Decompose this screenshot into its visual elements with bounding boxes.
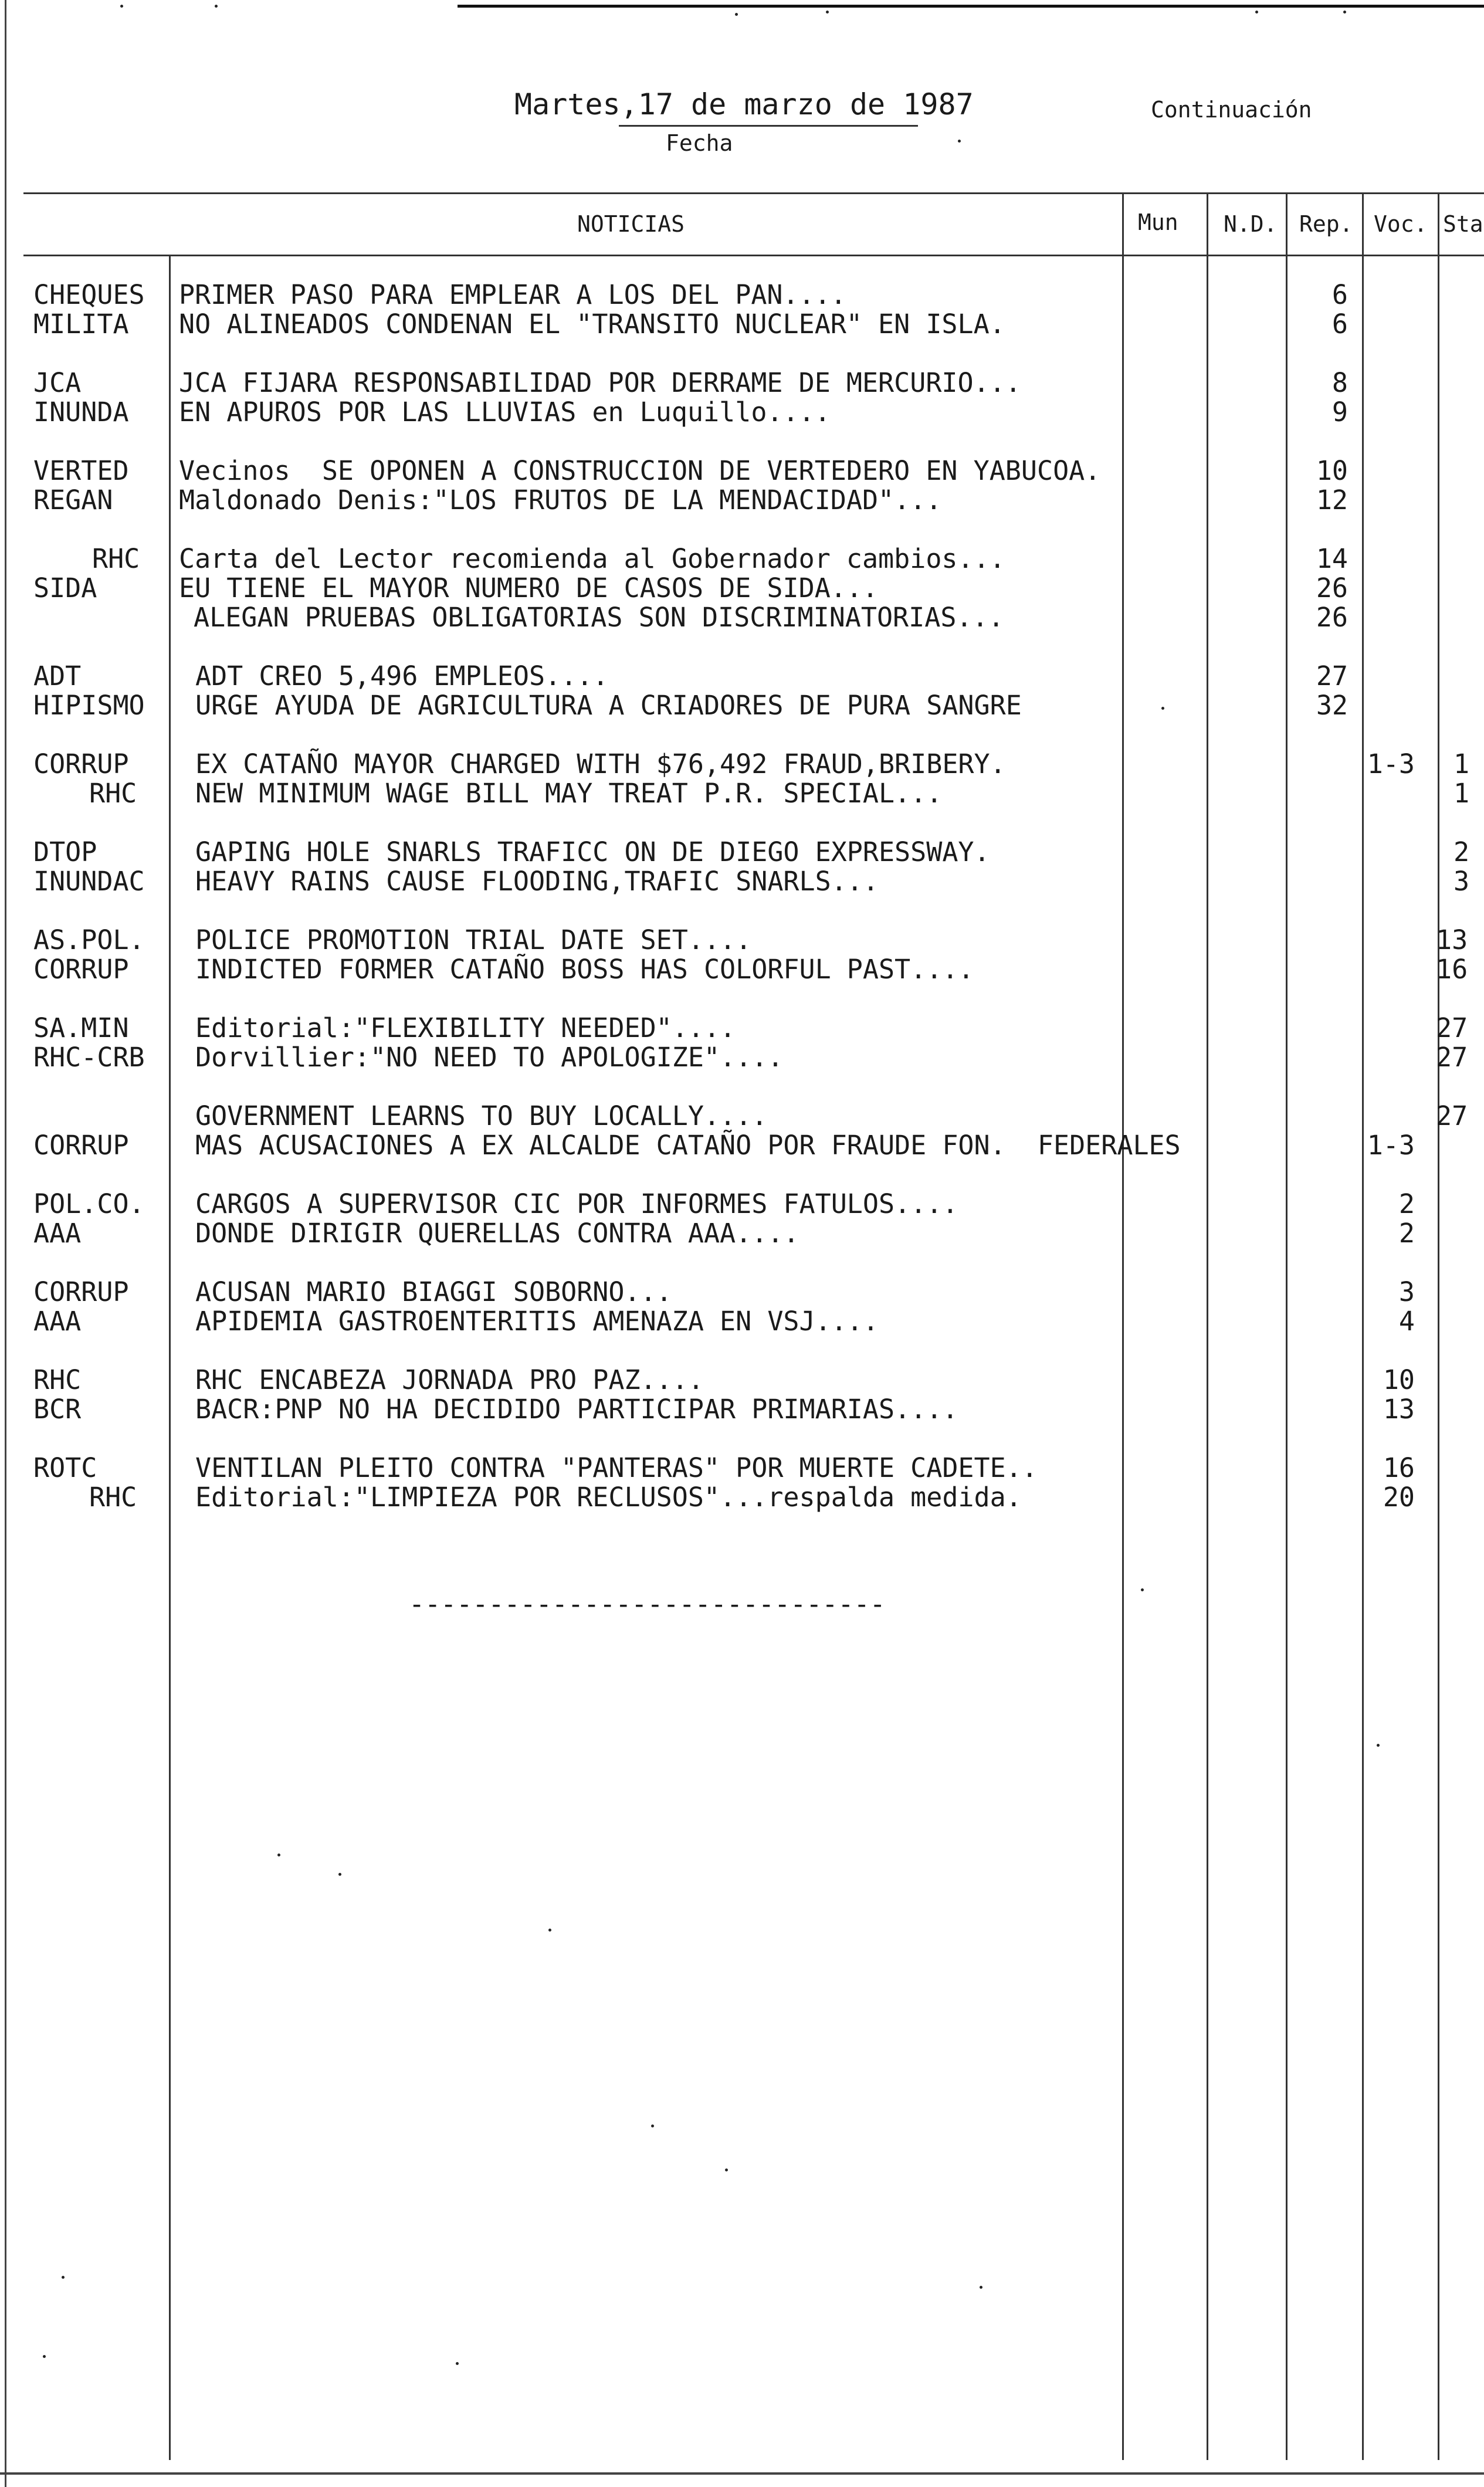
row-tag: RHC bbox=[33, 1364, 82, 1395]
row-tag: AAA bbox=[33, 1218, 82, 1249]
row-text: Editorial:"FLEXIBILITY NEEDED".... bbox=[195, 1012, 736, 1043]
row-rep: 26 bbox=[1316, 572, 1348, 604]
row-rep: 6 bbox=[1331, 309, 1348, 340]
row-tag: DTOP bbox=[33, 836, 97, 868]
row-sta: 13 bbox=[1436, 924, 1468, 956]
row-text: Dorvillier:"NO NEED TO APOLOGIZE".... bbox=[195, 1042, 784, 1073]
row-sta: 16 bbox=[1436, 954, 1468, 985]
row-tag: RHC bbox=[92, 543, 140, 574]
row-text: GOVERNMENT LEARNS TO BUY LOCALLY.... bbox=[195, 1100, 768, 1131]
column-header-noticias: NOTICIAS bbox=[577, 211, 685, 237]
row-tag: ROTC bbox=[33, 1452, 97, 1483]
table-header-rule bbox=[23, 255, 1484, 256]
row-rep: 6 bbox=[1331, 279, 1348, 310]
row-text: POLICE PROMOTION TRIAL DATE SET.... bbox=[195, 924, 752, 956]
scan-speck bbox=[1161, 707, 1164, 710]
row-tag: RHC-CRB bbox=[33, 1042, 145, 1073]
row-sta: 3 bbox=[1453, 866, 1470, 897]
scan-speck bbox=[980, 2286, 982, 2289]
row-voc: 13 bbox=[1383, 1394, 1415, 1425]
divider-noticias-mun bbox=[1122, 192, 1124, 2460]
row-tag: BCR bbox=[33, 1394, 82, 1425]
row-voc: 1-3 bbox=[1367, 748, 1415, 780]
scan-speck bbox=[456, 2362, 459, 2365]
footer-dash-rule: ------------------------------ bbox=[409, 1588, 886, 1619]
scan-speck bbox=[338, 1873, 341, 1876]
row-tag: AS.POL. bbox=[33, 924, 145, 956]
row-sta: 27 bbox=[1436, 1012, 1468, 1043]
row-rep: 12 bbox=[1316, 484, 1348, 516]
row-sta: 27 bbox=[1436, 1042, 1468, 1073]
row-text: ACUSAN MARIO BIAGGI SOBORNO... bbox=[195, 1276, 672, 1307]
row-tag: CORRUP bbox=[33, 1130, 129, 1161]
table-top-rule bbox=[23, 192, 1484, 194]
row-tag: INUNDAC bbox=[33, 866, 145, 897]
row-text: EN APUROS POR LAS LLUVIAS en Luquillo.... bbox=[179, 397, 831, 428]
row-sta: 27 bbox=[1436, 1100, 1468, 1131]
row-tag: POL.CO. bbox=[33, 1188, 145, 1219]
row-tag: VERTED bbox=[33, 455, 129, 486]
continuation-label: Continuación bbox=[1151, 97, 1312, 123]
row-tag: CORRUP bbox=[33, 1276, 129, 1307]
row-voc: 16 bbox=[1383, 1452, 1415, 1483]
row-tag: CHEQUES bbox=[33, 279, 145, 310]
row-tag: CORRUP bbox=[33, 748, 129, 780]
scan-speck bbox=[651, 2125, 654, 2127]
scan-speck bbox=[1141, 1588, 1144, 1591]
row-text: Carta del Lector recomienda al Gobernador cambios... bbox=[179, 543, 1005, 574]
bottom-border bbox=[0, 2472, 1484, 2475]
column-header-rep: Rep. bbox=[1299, 211, 1353, 237]
row-rep: 14 bbox=[1316, 543, 1348, 574]
row-text: MAS ACUSACIONES A EX ALCALDE CATAÑO POR FRAUDE FON. FEDERALES bbox=[195, 1130, 1181, 1161]
row-text: EX CATAÑO MAYOR CHARGED WITH $76,492 FRAUD,BRIBERY. bbox=[195, 748, 1006, 780]
row-tag: AAA bbox=[33, 1306, 82, 1337]
row-text: JCA FIJARA RESPONSABILIDAD POR DERRAME DE MERCURIO... bbox=[179, 367, 1021, 398]
left-page-edge bbox=[5, 0, 6, 2487]
row-text: NEW MINIMUM WAGE BILL MAY TREAT P.R. SPECIAL... bbox=[195, 778, 943, 809]
row-text: ALEGAN PRUEBAS OBLIGATORIAS SON DISCRIMINATORIAS... bbox=[194, 602, 1004, 633]
scan-speck bbox=[958, 140, 961, 143]
row-voc: 2 bbox=[1398, 1218, 1415, 1249]
row-voc: 1-3 bbox=[1367, 1130, 1415, 1161]
scan-speck bbox=[725, 2168, 728, 2171]
date-text: Martes,17 de marzo de 1987 bbox=[514, 87, 974, 121]
scan-speck bbox=[735, 13, 738, 16]
row-tag: HIPISMO bbox=[33, 690, 145, 721]
divider-tag-noticias bbox=[169, 255, 171, 2460]
row-voc: 20 bbox=[1383, 1482, 1415, 1513]
row-tag: JCA bbox=[33, 367, 82, 398]
row-text: HEAVY RAINS CAUSE FLOODING,TRAFIC SNARLS... bbox=[195, 866, 879, 897]
row-text: DONDE DIRIGIR QUERELLAS CONTRA AAA.... bbox=[195, 1218, 799, 1249]
row-text: URGE AYUDA DE AGRICULTURA A CRIADORES DE PURA SANGRE bbox=[195, 690, 1022, 721]
row-voc: 4 bbox=[1398, 1306, 1415, 1337]
row-text: EU TIENE EL MAYOR NUMERO DE CASOS DE SIDA... bbox=[179, 572, 879, 604]
row-tag: INUNDA bbox=[33, 397, 129, 428]
row-tag: SA.MIN bbox=[33, 1012, 129, 1043]
row-text: NO ALINEADOS CONDENAN EL "TRANSITO NUCLEAR" EN ISLA. bbox=[179, 309, 1005, 340]
scan-speck bbox=[548, 1929, 551, 1932]
column-header-mun: Mun bbox=[1138, 209, 1178, 235]
column-header-voc: Voc. bbox=[1374, 211, 1428, 237]
row-sta: 1 bbox=[1453, 748, 1470, 780]
date-underline bbox=[619, 125, 918, 127]
row-tag: ADT bbox=[33, 660, 82, 692]
scan-speck bbox=[1255, 11, 1258, 13]
row-tag: SIDA bbox=[33, 572, 97, 604]
row-sta: 2 bbox=[1453, 836, 1470, 868]
divider-nd-rep bbox=[1286, 192, 1288, 2460]
row-text: INDICTED FORMER CATAÑO BOSS HAS COLORFUL PAST.... bbox=[195, 954, 974, 985]
row-text: Maldonado Denis:"LOS FRUTOS DE LA MENDACIDAD"... bbox=[179, 484, 942, 516]
column-header-sta: Sta bbox=[1443, 211, 1483, 237]
scan-speck bbox=[277, 1854, 280, 1856]
row-text: ADT CREO 5,496 EMPLEOS.... bbox=[195, 660, 609, 692]
row-tag: RHC bbox=[89, 778, 137, 809]
scan-speck bbox=[826, 11, 829, 13]
scan-speck bbox=[1377, 1744, 1380, 1747]
divider-voc-sta bbox=[1438, 192, 1439, 2460]
row-text: BACR:PNP NO HA DECIDIDO PARTICIPAR PRIMARIAS.... bbox=[195, 1394, 958, 1425]
row-rep: 8 bbox=[1331, 367, 1348, 398]
row-text: Editorial:"LIMPIEZA POR RECLUSOS"...respalda medida. bbox=[195, 1482, 1022, 1513]
date-label: Fecha bbox=[666, 130, 733, 156]
row-rep: 32 bbox=[1316, 690, 1348, 721]
divider-mun-nd bbox=[1207, 192, 1208, 2460]
row-tag: RHC bbox=[89, 1482, 137, 1513]
row-tag: MILITA bbox=[33, 309, 129, 340]
row-sta: 1 bbox=[1453, 778, 1470, 809]
row-text: CARGOS A SUPERVISOR CIC POR INFORMES FATULOS.... bbox=[195, 1188, 958, 1219]
row-voc: 10 bbox=[1383, 1364, 1415, 1395]
row-text: RHC ENCABEZA JORNADA PRO PAZ.... bbox=[195, 1364, 704, 1395]
row-voc: 2 bbox=[1398, 1188, 1415, 1219]
row-rep: 26 bbox=[1316, 602, 1348, 633]
scan-speck bbox=[62, 2276, 65, 2279]
column-header-nd: N.D. bbox=[1224, 211, 1278, 237]
scan-speck bbox=[215, 5, 218, 8]
scan-speck bbox=[43, 2355, 46, 2358]
row-text: Vecinos SE OPONEN A CONSTRUCCION DE VERTEDERO EN YABUCOA. bbox=[179, 455, 1101, 486]
top-border bbox=[458, 5, 1484, 8]
row-text: VENTILAN PLEITO CONTRA "PANTERAS" POR MUERTE CADETE.. bbox=[195, 1452, 1038, 1483]
row-tag: CORRUP bbox=[33, 954, 129, 985]
row-tag: REGAN bbox=[33, 484, 113, 516]
row-rep: 10 bbox=[1316, 455, 1348, 486]
scan-speck bbox=[1343, 11, 1346, 13]
row-text: APIDEMIA GASTROENTERITIS AMENAZA EN VSJ.... bbox=[195, 1306, 879, 1337]
row-text: GAPING HOLE SNARLS TRAFICC ON DE DIEGO EXPRESSWAY. bbox=[195, 836, 990, 868]
scan-speck bbox=[120, 5, 123, 8]
row-voc: 3 bbox=[1398, 1276, 1415, 1307]
row-rep: 27 bbox=[1316, 660, 1348, 692]
row-text: PRIMER PASO PARA EMPLEAR A LOS DEL PAN.... bbox=[179, 279, 846, 310]
row-rep: 9 bbox=[1331, 397, 1348, 428]
